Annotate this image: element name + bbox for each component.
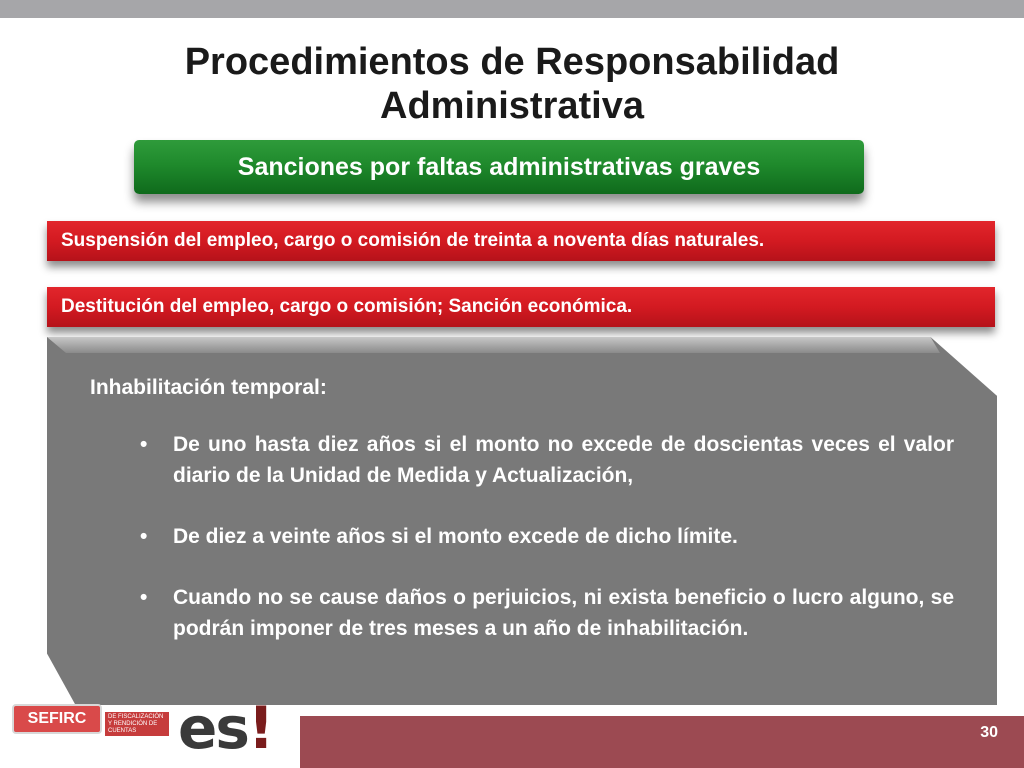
bullet-icon: • (140, 433, 148, 456)
subtitle-banner: Sanciones por faltas administrativas graves (134, 140, 864, 194)
sanction-bar-suspension: Suspensión del empleo, cargo o comisión de treinta a noventa días naturales. (47, 221, 995, 261)
list-item (90, 521, 954, 552)
bullet-text: De uno hasta diez años si el monto no excede de doscientas veces el valor diario de la Unidad de Medida y Actualización, (173, 433, 954, 487)
bullet-text: Cuando no se cause daños o perjuicios, ni exista beneficio o lucro alguno, se podrán imponer de tres meses a un año de inhabilitación. (173, 586, 954, 640)
list-item (90, 582, 954, 644)
bullet-text: De diez a veinte años si el monto excede de dicho límite. (173, 525, 738, 548)
top-bar (0, 0, 1024, 18)
bullet-icon: • (140, 525, 148, 548)
sefirc-logo-subtext: DE FISCALIZACIÓN Y RENDICIÓN DE CUENTAS (105, 712, 169, 736)
sanction-bar-destitution: Destitución del empleo, cargo o comisión; Sanción económica. (47, 287, 995, 327)
slide-title (0, 40, 1024, 128)
bullet-icon: • (140, 586, 148, 609)
bullet-list (90, 429, 954, 644)
sefirc-logo: SEFIRC (12, 704, 102, 734)
list-item (90, 429, 954, 491)
footer-band (300, 716, 1024, 768)
brand-logo-text: es (178, 694, 248, 762)
slide-title-line1: Procedimientos de Responsabilidad (184, 41, 840, 83)
panel-content (90, 372, 954, 674)
panel-heading: Inhabilitación temporal: (90, 376, 327, 399)
slide-title-line2: Administrativa (380, 85, 644, 127)
brand-logo (178, 694, 272, 762)
brand-logo-bang: ! (247, 694, 273, 762)
panel-bevel-edge (47, 337, 997, 353)
page-number: 30 (980, 724, 998, 741)
